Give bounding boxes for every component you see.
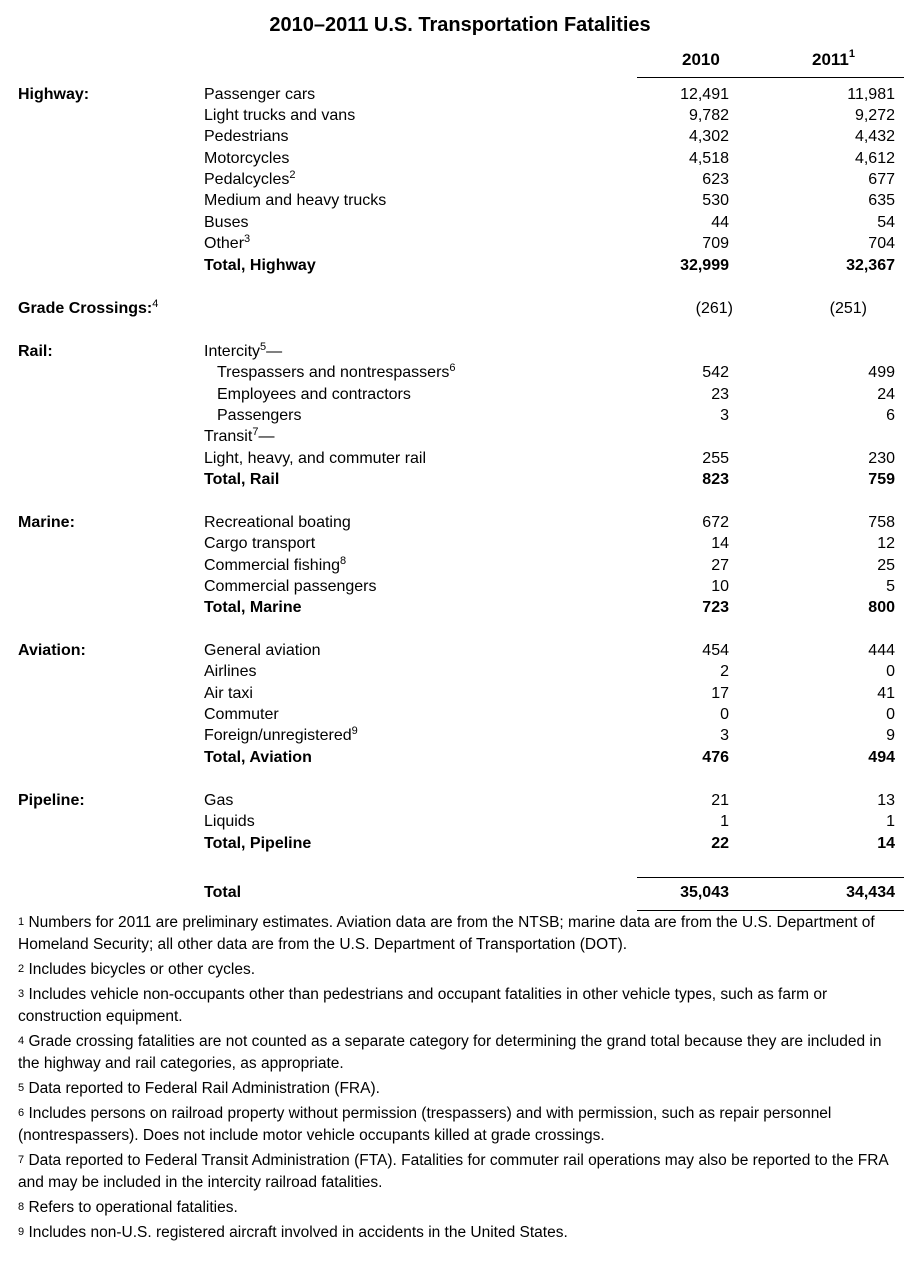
value-2010: 9,782 — [688, 107, 729, 124]
category-text: Rail: — [18, 343, 53, 360]
value-2011: 499 — [868, 364, 895, 381]
value-2011: 9,272 — [854, 107, 895, 124]
value-2011: 25 — [877, 557, 895, 574]
value-2010: 27 — [711, 557, 729, 574]
value-2011: 4,612 — [854, 150, 895, 167]
row-label-text: Total, Highway — [204, 257, 316, 274]
value-2010: 23 — [711, 386, 729, 403]
value-2010: 21 — [711, 792, 729, 809]
footnote-ref: 9 — [351, 725, 358, 737]
value-2010: 4,302 — [688, 128, 729, 145]
row-label-text: Intercity — [204, 343, 261, 360]
value-2010: 12,491 — [680, 86, 729, 103]
total-row-label — [204, 884, 241, 902]
row-label-suffix: — — [266, 343, 283, 360]
row-label — [204, 706, 279, 724]
footnote — [18, 1150, 898, 1194]
total-row-label — [204, 257, 316, 275]
footer-rule — [637, 910, 904, 911]
value-2010: 35,043 — [680, 884, 729, 901]
value-2011: 11,981 — [847, 86, 895, 103]
column-header-2010-label: 2010 — [682, 50, 720, 69]
footnote-ref: 7 — [252, 426, 259, 438]
footnote-ref: 1 — [848, 48, 856, 60]
row-label-text: Buses — [204, 214, 249, 231]
value-2010: 0 — [720, 706, 729, 723]
row-label-text: Pedalcycles — [204, 171, 290, 188]
value-2011: 41 — [877, 685, 895, 702]
row-label-text: Employees and contractors — [217, 386, 411, 403]
column-header-2011-label: 2011 — [812, 50, 849, 69]
footnote-ref: 4 — [152, 298, 159, 310]
value-2010: 3 — [720, 727, 729, 744]
value-2011: 230 — [868, 450, 895, 467]
row-label — [204, 557, 346, 575]
value-2011: 9 — [886, 727, 895, 744]
footnotes — [18, 912, 898, 1247]
header-rule — [637, 77, 904, 78]
row-label — [204, 450, 426, 468]
value-2011: 12 — [877, 535, 895, 552]
footnote-text: Data reported to Federal Transit Administration (FTA). Fatalities for commuter rail operations may also be reported to the FRA and may be included in the intercity railroad fatalities. — [18, 1152, 888, 1191]
row-label — [204, 235, 250, 253]
value-2010: 542 — [702, 364, 729, 381]
value-2010: 4,518 — [688, 150, 729, 167]
footnote-text: Grade crossing fatalities are not counted as a separate category for determining the grand total because they are included in the highway and rail categories, as appropriate. — [18, 1033, 882, 1072]
value-2011: (251) — [829, 300, 867, 317]
footnote-text: Includes vehicle non-occupants other than pedestrians and occupant fatalities in other vehicle types, such as farm or construction equipment. — [18, 986, 828, 1025]
category-text: Highway: — [18, 86, 90, 103]
footnote — [18, 1078, 898, 1100]
value-2011: 6 — [886, 407, 895, 424]
footnote-text: Includes bicycles or other cycles. — [28, 961, 256, 978]
page-title: 2010–2011 U.S. Transportation Fatalities — [269, 14, 651, 36]
row-label-suffix: — — [258, 428, 275, 445]
footnote-number: 5 — [18, 1082, 25, 1094]
category-label — [18, 792, 85, 810]
category-text: Aviation: — [18, 642, 86, 659]
value-2011: 800 — [868, 599, 895, 616]
value-2010: 14 — [711, 535, 729, 552]
value-2010: 17 — [711, 685, 729, 702]
value-2010: 1 — [720, 813, 729, 830]
footnote-ref: 2 — [289, 169, 296, 181]
category-label — [18, 300, 158, 318]
row-label — [204, 150, 289, 168]
value-2010: 723 — [702, 599, 729, 616]
row-label-text: Transit — [204, 428, 253, 445]
row-label-text: Air taxi — [204, 685, 253, 702]
row-label — [204, 535, 315, 553]
footnote-number: 7 — [18, 1154, 25, 1166]
category-text: Grade Crossings: — [18, 300, 153, 317]
row-label-text: Total, Rail — [204, 471, 280, 488]
footnote-number: 1 — [18, 916, 25, 928]
value-2010: 530 — [702, 192, 729, 209]
row-label-text: Total, Pipeline — [204, 835, 312, 852]
footnote-text: Includes non-U.S. registered aircraft involved in accidents in the United States. — [28, 1224, 568, 1241]
footnote-number: 8 — [18, 1201, 25, 1213]
footnote-number: 2 — [18, 963, 25, 975]
row-label — [204, 792, 233, 810]
total-row-label — [204, 599, 302, 617]
total-row-label — [204, 749, 312, 767]
row-label — [204, 663, 256, 681]
value-2011: 444 — [868, 642, 895, 659]
value-2010: 44 — [711, 214, 729, 231]
footnote — [18, 1031, 898, 1075]
value-2010: 709 — [702, 235, 729, 252]
row-label-text: General aviation — [204, 642, 321, 659]
value-2010: 454 — [702, 642, 729, 659]
row-label — [217, 386, 411, 404]
row-label-text: Total, Aviation — [204, 749, 312, 766]
row-label — [217, 407, 302, 425]
row-label-text: Total — [204, 884, 242, 901]
category-label — [18, 86, 89, 104]
row-label — [204, 192, 386, 210]
footnote — [18, 1222, 898, 1244]
value-2011: 677 — [868, 171, 895, 188]
footnote-text: Includes persons on railroad property without permission (trespassers) and with permission, such as repair personnel (nontrespassers). Does not include motor vehicle occupants killed at grade crossings. — [18, 1105, 832, 1144]
value-2011: 0 — [886, 706, 895, 723]
value-2011: 704 — [868, 235, 895, 252]
footnote — [18, 959, 898, 981]
row-label-text: Recreational boating — [204, 514, 351, 531]
row-label — [204, 86, 315, 104]
row-label — [204, 107, 355, 125]
row-label — [204, 813, 255, 831]
row-label-text: Motorcycles — [204, 150, 290, 167]
category-label — [18, 343, 53, 361]
value-2010: 22 — [711, 835, 729, 852]
row-label — [204, 578, 377, 596]
row-label — [204, 214, 248, 232]
value-2011: 758 — [868, 514, 895, 531]
column-header-2011 — [812, 50, 855, 70]
row-label — [204, 727, 358, 745]
footnote-text: Refers to operational fatalities. — [28, 1199, 238, 1216]
row-label-text: Total, Marine — [204, 599, 302, 616]
value-2011: 635 — [868, 192, 895, 209]
category-label — [18, 514, 75, 532]
value-2011: 32,367 — [846, 257, 895, 274]
row-label — [204, 428, 274, 446]
row-label-text: Light, heavy, and commuter rail — [204, 450, 427, 467]
footnote — [18, 984, 898, 1028]
footnote-ref: 5 — [260, 341, 267, 353]
value-2011: 13 — [877, 792, 895, 809]
value-2011: 759 — [868, 471, 895, 488]
footnote-text: Data reported to Federal Rail Administration (FRA). — [28, 1080, 380, 1097]
column-header-2010 — [682, 50, 720, 70]
value-2011: 4,432 — [854, 128, 895, 145]
row-label — [204, 685, 253, 703]
footnote-number: 9 — [18, 1226, 25, 1238]
value-2010: 10 — [711, 578, 729, 595]
value-2011: 14 — [877, 835, 895, 852]
row-label-text: Passengers — [217, 407, 302, 424]
value-2010: 823 — [702, 471, 729, 488]
value-2010: 2 — [720, 663, 729, 680]
row-label-text: Commercial passengers — [204, 578, 377, 595]
value-2010: 3 — [720, 407, 729, 424]
total-rule — [637, 877, 904, 878]
footnote-number: 6 — [18, 1107, 25, 1119]
row-label-text: Pedestrians — [204, 128, 289, 145]
row-label-text: Gas — [204, 792, 234, 809]
category-text: Pipeline: — [18, 792, 85, 809]
footnote-number: 3 — [18, 988, 25, 1000]
value-2011: 5 — [886, 578, 895, 595]
footnote — [18, 1197, 898, 1219]
category-label — [18, 642, 86, 660]
row-label-text: Cargo transport — [204, 535, 316, 552]
value-2011: 54 — [877, 214, 895, 231]
footnote-ref: 3 — [244, 233, 251, 245]
footnote — [18, 1103, 898, 1147]
row-label-text: Commuter — [204, 706, 279, 723]
row-label — [217, 364, 456, 382]
row-label — [204, 171, 296, 189]
footnote-ref: 8 — [340, 555, 347, 567]
footnote-text: Numbers for 2011 are preliminary estimates. Aviation data are from the NTSB; marine data are from the U.S. Department of Homeland Security; all other data are from the U.S. Department of Transportation (DOT). — [18, 914, 875, 953]
row-label-text: Trespassers and nontrespassers — [217, 364, 450, 381]
value-2010: 476 — [702, 749, 729, 766]
category-text: Marine: — [18, 514, 75, 531]
footnote — [18, 912, 898, 956]
row-label-text: Commercial fishing — [204, 557, 341, 574]
value-2011: 494 — [868, 749, 895, 766]
value-2010: (261) — [695, 300, 733, 317]
value-2011: 34,434 — [846, 884, 895, 901]
total-row-label — [204, 835, 311, 853]
row-label — [204, 343, 282, 361]
row-label-text: Liquids — [204, 813, 255, 830]
row-label — [204, 128, 289, 146]
row-label-text: Other — [204, 235, 245, 252]
value-2010: 672 — [702, 514, 729, 531]
row-label-text: Light trucks and vans — [204, 107, 356, 124]
value-2010: 255 — [702, 450, 729, 467]
value-2011: 1 — [886, 813, 895, 830]
value-2010: 623 — [702, 171, 729, 188]
row-label-text: Medium and heavy trucks — [204, 192, 387, 209]
value-2011: 0 — [886, 663, 895, 680]
row-label-text: Passenger cars — [204, 86, 316, 103]
value-2011: 24 — [877, 386, 895, 403]
total-row-label — [204, 471, 279, 489]
row-label — [204, 642, 321, 660]
value-2010: 32,999 — [680, 257, 729, 274]
row-label — [204, 514, 351, 532]
row-label-text: Airlines — [204, 663, 257, 680]
row-label-text: Foreign/unregistered — [204, 727, 352, 744]
footnote-number: 4 — [18, 1035, 25, 1047]
footnote-ref: 6 — [449, 362, 456, 374]
